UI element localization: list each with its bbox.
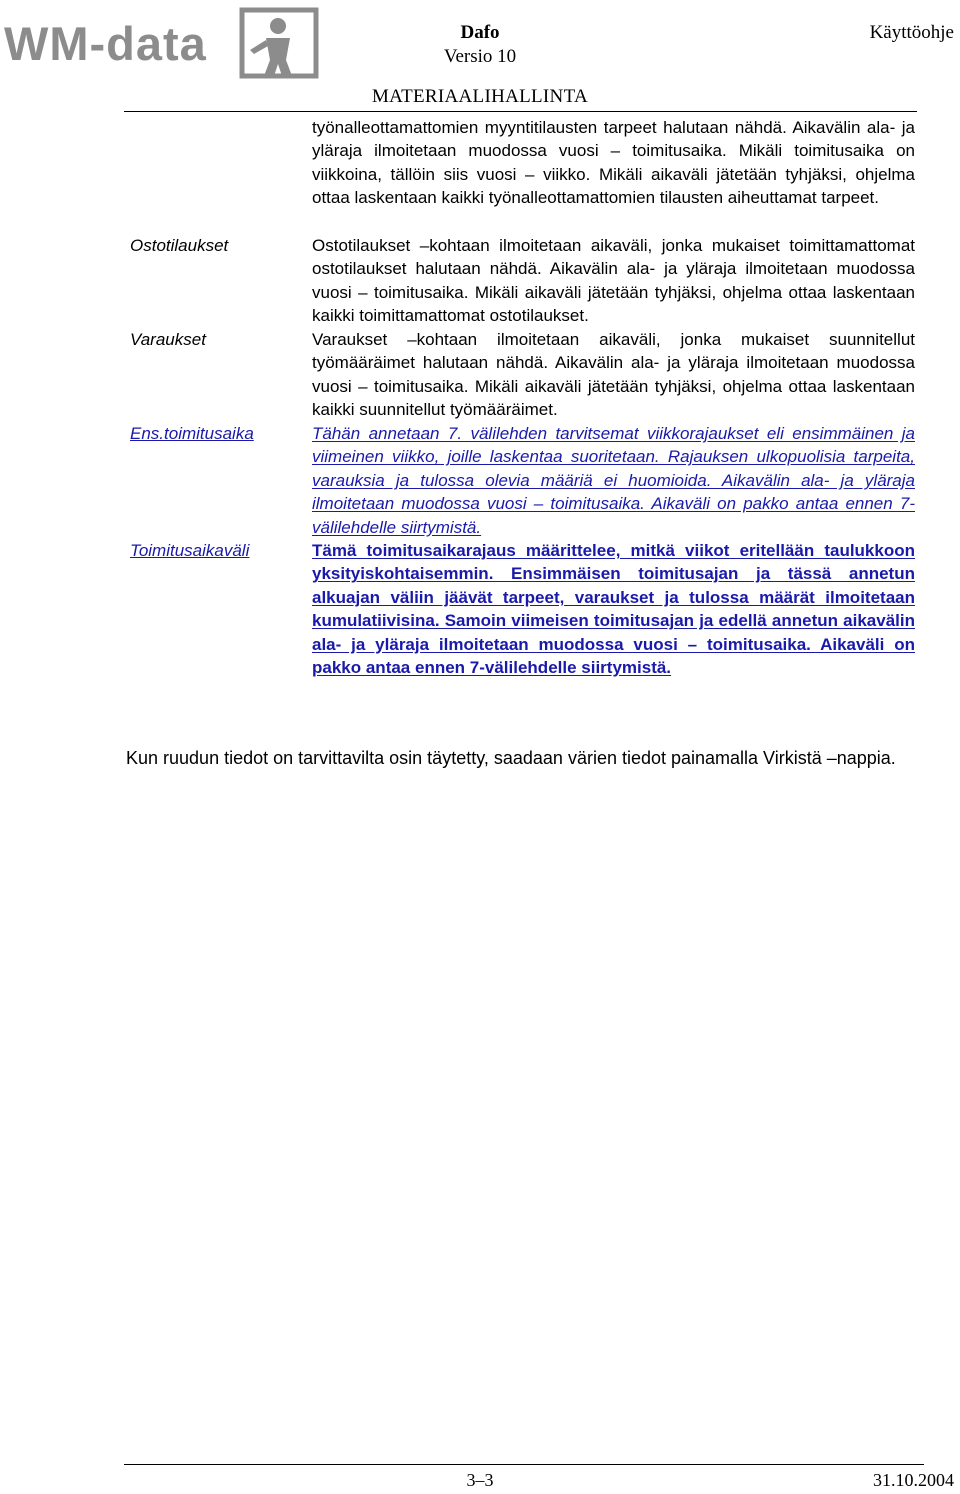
header-divider [124,111,917,112]
term-label-ens-toimitusaika[interactable]: Ens.toimitusaika [130,424,254,443]
term-label-ostotilaukset: Ostotilaukset [130,236,229,255]
term-label-varaukset: Varaukset [130,330,206,349]
footer-divider [124,1464,924,1465]
term-description-toimitusaikavali[interactable]: Tämä toimitusaikarajaus määrittelee, mitkä viikot eritellään taulukkoon yksityiskohtaisemmin. Ensimmäisen toimitusajan ja tässä annetun alkuajan väliin jäävät tarpeet, varaukset ja tulossa määrät ilmoitetaan kumulatiivisina. Samoin viimeisen toimitusajan ja edellä annetun aikavälin ala- ja yläraja ilmoitetaan muodossa vuosi – toimitusaika. Aikaväli on pakko antaa ennen 7-välilehdelle siirtymistä. [312,541,915,678]
closing-paragraph: Kun ruudun tiedot on tarvittavilta osin täytetty, saadaan värien tiedot painamalla Virkistä –nappia. [126,748,896,768]
logo-text: WM-data [4,17,207,70]
term-description-varaukset: Varaukset –kohtaan ilmoitetaan aikaväli, jonka mukaiset suunnitellut työmääräimet halutaan nähdä. Aikavälin ala- ja yläraja ilmoitetaan muodossa vuosi – toimitusaika. Mikäli aikaväli jätetään tyhjäksi, ohjelma ottaa laskentaan kaikki suunnitellut työmääräimet. [312,330,915,420]
document-title: Dafo [460,22,500,43]
term-description-ens-toimitusaika[interactable]: Tähän annetaan 7. välilehden tarvitsemat viikkorajaukset eli ensimmäinen ja viimeinen viikko, joille laskentaa suoritetaan. Rajauksen ulkopuolisia tarpeita, varauksia ja tulossa olevia määriä ei huomioida. Aikavälin ala- ja yläraja ilmoitetaan muodossa vuosi – toimitusaika. Aikaväli on pakko antaa ennen 7-välilehdelle siirtymistä. [312,424,915,537]
section-heading: MATERIAALIHALLINTA [371,86,588,107]
company-logo [4,4,320,82]
term-description-ostotilaukset: Ostotilaukset –kohtaan ilmoitetaan aikaväli, jonka mukaiset toimittamattomat ostotilaukset halutaan nähdä. Aikavälin ala- ja yläraja ilmoitetaan muodossa vuosi – toimitusaika. Mikäli aikaväli jätetään tyhjäksi, ohjelma ottaa laskentaan kaikki toimittamattomat ostotilaukset. [312,236,915,326]
term-label-toimitusaikavali[interactable]: Toimitusaikaväli [130,541,250,560]
continuation-paragraph: työnalleottamattomien myyntitilausten tarpeet halutaan nähdä. Aikavälin ala- ja yläraja ilmoitetaan muodossa vuosi – toimitusaika. Mikäli toimitusaika on viikkoina, tällöin siis vuosi – viikko. Mikäli aikaväli jätetään tyhjäksi, ohjelma ottaa laskentaan kaikki työnalleottamattomien tilausten aiheuttamat tarpeet. [312,118,915,208]
document-version: Versio 10 [443,46,517,67]
document-date: 31.10.2004 [873,1470,954,1490]
document-type: Käyttöohje [869,22,954,43]
page-number: 3–3 [466,1470,494,1490]
